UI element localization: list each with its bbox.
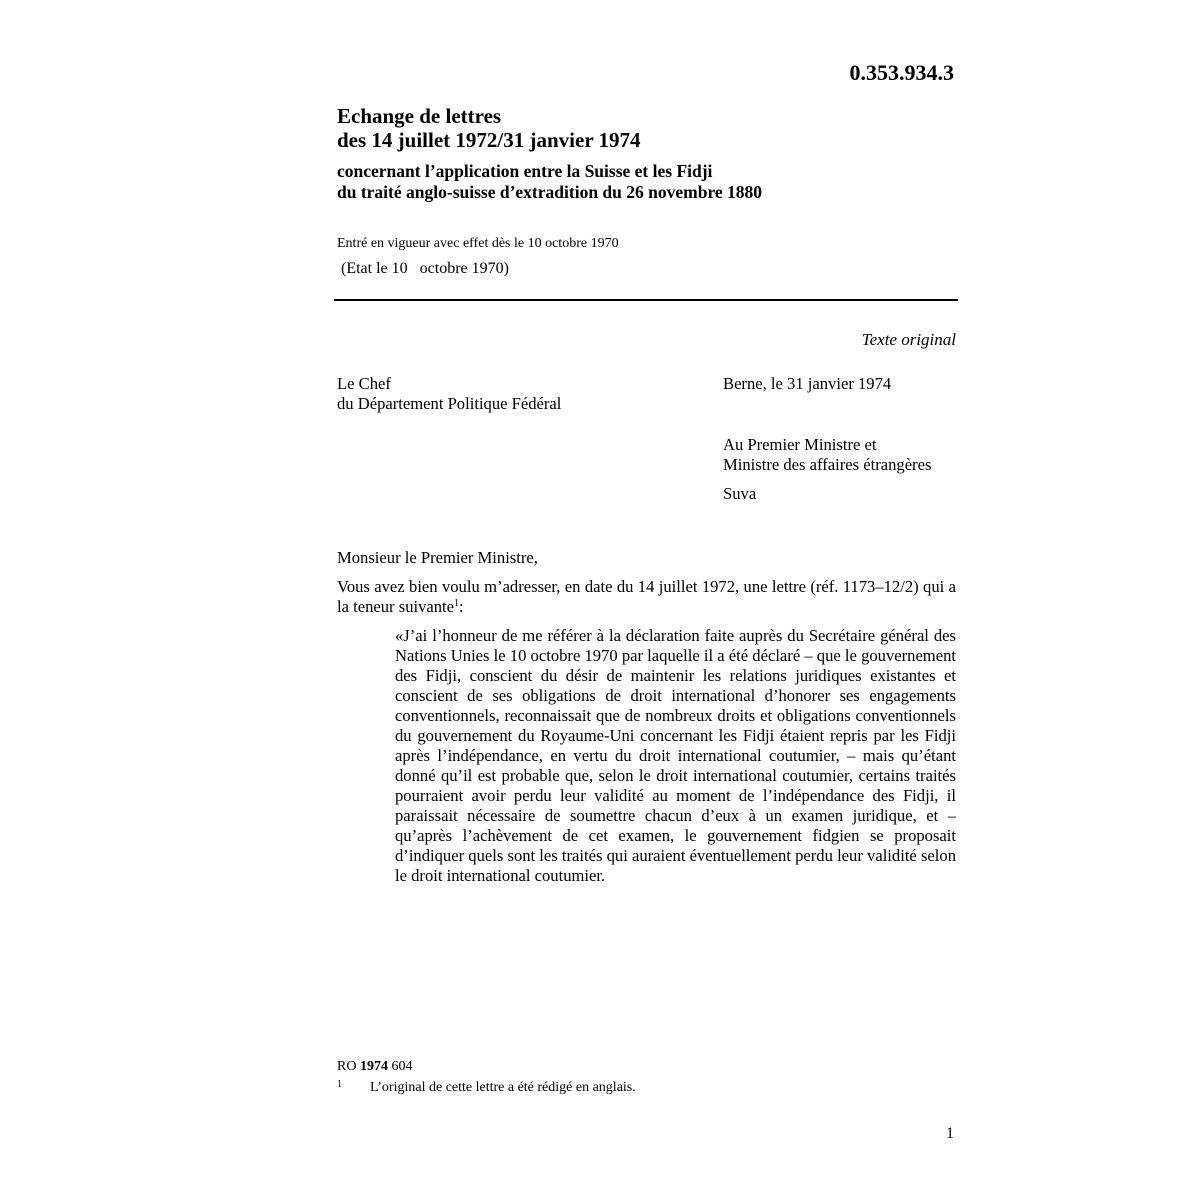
- sender-line-1: Le Chef: [337, 374, 391, 393]
- addressee-line-2: Ministre des affaires étrangères: [723, 455, 932, 474]
- document-title: [337, 104, 977, 152]
- ro-prefix: RO: [337, 1059, 357, 1074]
- salutation: Monsieur le Premier Ministre,: [337, 548, 538, 567]
- title-line-1: Echange de lettres: [337, 104, 502, 128]
- quoted-letter: «J’ai l’honneur de me référer à la déclaration faite auprès du Secrétaire général des Nations Unies le 10 octobre 1970 par laquelle il a été déclaré – que le gouvernement des Fidji, conscient du désir de maintenir les relations juridiques existantes et conscient de ses obligations de droit international d’honorer ses engagements conventionnels, reconnaissait que de nombreux droits et obligations conventionnels du gouvernement du Royaume-Uni concernant les Fidji étaient repris par les Fidji après l’indépendance, en vertu du droit international coutumier, – mais qu’étant donné qu’il est probable que, selon le droit international coutumier, certains traités pourraient avoir perdu leur validité au moment de l’indépendance des Fidji, il paraissait nécessaire de soumettre chacun d’eux à un examen juridique, et – qu’après l’achèvement de cet examen, le gouvernement fidgien se proposait d’indiquer quels sont les traités qui auraient éventuellement perdu leur validité selon le droit international coutumier.: [395, 626, 956, 885]
- footnote: [337, 1080, 636, 1096]
- place-date: Berne, le 31 janvier 1974: [723, 374, 892, 393]
- addressee-block: [723, 435, 931, 475]
- title-line-2: des 14 juillet 1972/31 janvier 1974: [337, 128, 641, 152]
- state-date: (Etat le 10 octobre 1970): [341, 260, 509, 277]
- intro-paragraph-end: :: [459, 597, 464, 616]
- original-text-label: Texte original: [861, 330, 956, 349]
- ro-page: 604: [391, 1059, 413, 1074]
- intro-paragraph: [337, 577, 956, 617]
- addressee-city: Suva: [723, 484, 757, 503]
- ro-year: 1974: [359, 1059, 388, 1074]
- subtitle-line-2: du traité anglo-suisse d’extradition du 26 novembre 1880: [337, 182, 763, 202]
- page-number: 1: [946, 1125, 954, 1142]
- document-subtitle: [337, 161, 977, 203]
- sender-line-2: du Département Politique Fédéral: [337, 394, 562, 413]
- subtitle-line-1: concernant l’application entre la Suisse et les Fidji: [337, 161, 713, 181]
- document-number: 0.353.934.3: [849, 60, 954, 85]
- entry-in-force: Entré en vigueur avec effet dès le 10 octobre 1970: [337, 236, 619, 251]
- footnote-text: L’original de cette lettre a été rédigé en anglais.: [370, 1080, 636, 1095]
- addressee-line-1: Au Premier Ministre et: [723, 435, 877, 454]
- footnote-mark: 1: [337, 1079, 342, 1090]
- footnote-reference[interactable]: 1: [454, 598, 460, 609]
- header-divider: [334, 299, 958, 301]
- ro-reference: [337, 1059, 412, 1075]
- intro-paragraph-text: Vous avez bien voulu m’adresser, en date du 14 juillet 1972, une lettre (réf. 1173–12/2) qui a la teneur suivante: [337, 577, 956, 616]
- sender-block: [337, 374, 561, 414]
